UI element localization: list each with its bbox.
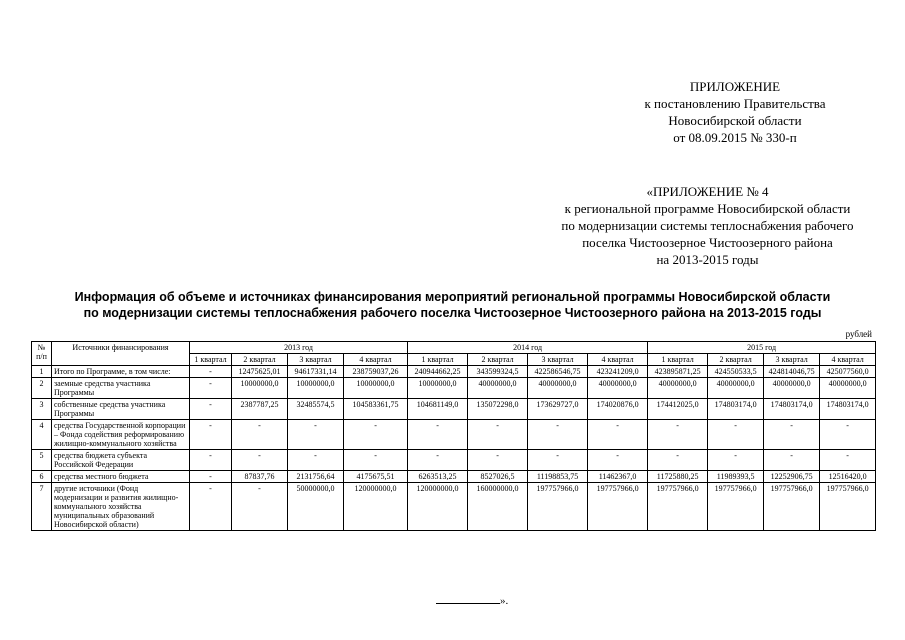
amount-cell: 11198853,75 — [528, 471, 588, 483]
amount-cell: 50000000,0 — [288, 483, 344, 531]
amount-cell: 11725880,25 — [648, 471, 708, 483]
column-header-quarter: 2 квартал — [232, 354, 288, 366]
amount-cell: 424550533,5 — [708, 366, 764, 378]
amount-cell: - — [408, 420, 468, 450]
amount-cell: 238759037,26 — [344, 366, 408, 378]
amount-cell: - — [190, 399, 232, 420]
amount-cell: 10000000,0 — [232, 378, 288, 399]
row-number-cell: 6 — [32, 471, 52, 483]
source-name-cell: средства местного бюджета — [52, 471, 190, 483]
row-number-cell: 5 — [32, 450, 52, 471]
row-number-cell: 7 — [32, 483, 52, 531]
source-name-cell: заемные средства участника Программы — [52, 378, 190, 399]
amount-cell: - — [820, 450, 876, 471]
column-header-quarter: 2 квартал — [708, 354, 764, 366]
document-title-line-2: по модернизации системы теплоснабжения рабочего поселка Чистоозерное Чистоозерного района на 2013-2015 годы — [83, 306, 822, 320]
amount-cell: - — [190, 450, 232, 471]
program-annex-line-5: на 2013-2015 годы — [656, 252, 759, 267]
column-header-quarter: 1 квартал — [190, 354, 232, 366]
amount-cell: 422586546,75 — [528, 366, 588, 378]
amount-cell: 197757966,0 — [708, 483, 764, 531]
decree-annex-line-4: от 08.09.2015 № 330-п — [673, 130, 797, 145]
closing-quote: ». — [500, 595, 509, 607]
amount-cell: 10000000,0 — [408, 378, 468, 399]
source-name-cell: другие источники (Фонд модернизации и развития жилищно-коммунального хозяйства муниципальных образований Новосибирской области) — [52, 483, 190, 531]
column-header-year-2013: 2013 год — [190, 342, 408, 354]
amount-cell: - — [190, 366, 232, 378]
amount-cell: 197757966,0 — [588, 483, 648, 531]
amount-cell: 240944662,25 — [408, 366, 468, 378]
amount-cell: 40000000,0 — [820, 378, 876, 399]
amount-cell: - — [764, 420, 820, 450]
amount-cell: 104681149,0 — [408, 399, 468, 420]
amount-cell: 197757966,0 — [528, 483, 588, 531]
source-name-cell: средства бюджета субъекта Российской Федерации — [52, 450, 190, 471]
amount-cell: - — [344, 450, 408, 471]
amount-cell: 6263513,25 — [408, 471, 468, 483]
table-row — [32, 420, 876, 450]
amount-cell: 87837,76 — [232, 471, 288, 483]
column-header-quarter: 2 квартал — [468, 354, 528, 366]
amount-cell: 40000000,0 — [764, 378, 820, 399]
column-header-quarter: 4 квартал — [820, 354, 876, 366]
amount-cell: 173629727,0 — [528, 399, 588, 420]
amount-cell: 10000000,0 — [288, 378, 344, 399]
decree-annex-line-3: Новосибирской области — [668, 113, 802, 128]
column-header-quarter: 4 квартал — [588, 354, 648, 366]
amount-cell: 40000000,0 — [588, 378, 648, 399]
table-row — [32, 366, 876, 378]
column-header-quarter: 3 квартал — [764, 354, 820, 366]
amount-cell: 160000000,0 — [468, 483, 528, 531]
amount-cell: - — [820, 420, 876, 450]
document-title — [20, 289, 885, 321]
amount-cell: 197757966,0 — [648, 483, 708, 531]
amount-cell: - — [190, 471, 232, 483]
amount-cell: 174803174,0 — [820, 399, 876, 420]
column-header-year-2014: 2014 год — [408, 342, 648, 354]
program-annex-line-2: к региональной программе Новосибирской области — [564, 201, 851, 216]
units-label: рублей — [845, 329, 872, 339]
amount-cell: - — [468, 420, 528, 450]
amount-cell: 32485574,5 — [288, 399, 344, 420]
amount-cell: - — [232, 450, 288, 471]
amount-cell: - — [528, 420, 588, 450]
amount-cell: - — [708, 420, 764, 450]
amount-cell: 197757966,0 — [764, 483, 820, 531]
signature-line — [436, 594, 500, 604]
amount-cell: 423241209,0 — [588, 366, 648, 378]
amount-cell: 4175675,51 — [344, 471, 408, 483]
column-header-year-2015: 2015 год — [648, 342, 876, 354]
amount-cell: 174412025,0 — [648, 399, 708, 420]
amount-cell: - — [468, 450, 528, 471]
table-row — [32, 378, 876, 399]
amount-cell: 40000000,0 — [468, 378, 528, 399]
amount-cell: - — [408, 450, 468, 471]
column-header-quarter: 3 квартал — [288, 354, 344, 366]
amount-cell: 104583361,75 — [344, 399, 408, 420]
amount-cell: 424814046,75 — [764, 366, 820, 378]
table-row — [32, 483, 876, 531]
amount-cell: 2387787,25 — [232, 399, 288, 420]
amount-cell: 12475625,01 — [232, 366, 288, 378]
source-name-cell: средства Государственной корпорации – Фонда содействия реформированию жилищно-коммунального хозяйства — [52, 420, 190, 450]
source-name-cell: собственные средства участника Программы — [52, 399, 190, 420]
amount-cell: - — [588, 450, 648, 471]
amount-cell: - — [190, 483, 232, 531]
amount-cell: 12252906,75 — [764, 471, 820, 483]
amount-cell: - — [648, 450, 708, 471]
column-header-number: № п/п — [32, 342, 52, 366]
row-number-cell: 4 — [32, 420, 52, 450]
amount-cell: - — [708, 450, 764, 471]
row-number-cell: 1 — [32, 366, 52, 378]
amount-cell: 40000000,0 — [528, 378, 588, 399]
column-header-quarter: 1 квартал — [648, 354, 708, 366]
document-title-line-1: Информация об объеме и источниках финансирования мероприятий региональной программы Новосибирской области — [74, 290, 831, 304]
amount-cell: - — [764, 450, 820, 471]
decree-annex-line-2: к постановлению Правительства — [644, 96, 826, 111]
amount-cell: 11989393,5 — [708, 471, 764, 483]
amount-cell: - — [288, 420, 344, 450]
amount-cell: 120000000,0 — [408, 483, 468, 531]
table-row — [32, 471, 876, 483]
amount-cell: 135072298,0 — [468, 399, 528, 420]
amount-cell: 343599324,5 — [468, 366, 528, 378]
amount-cell: - — [190, 378, 232, 399]
amount-cell: 8527026,5 — [468, 471, 528, 483]
financing-table — [31, 341, 876, 531]
amount-cell: 197757966,0 — [820, 483, 876, 531]
amount-cell: 423895871,25 — [648, 366, 708, 378]
program-annex-line-3: по модернизации системы теплоснабжения рабочего — [561, 218, 854, 233]
source-name-cell: Итого по Программе, в том числе: — [52, 366, 190, 378]
amount-cell: - — [648, 420, 708, 450]
amount-cell: 2131756,64 — [288, 471, 344, 483]
amount-cell: 120000000,0 — [344, 483, 408, 531]
closing-mark — [436, 594, 508, 607]
program-annex-line-4: поселка Чистоозерное Чистоозерного района — [582, 235, 833, 250]
column-header-quarter: 4 квартал — [344, 354, 408, 366]
amount-cell: 12516420,0 — [820, 471, 876, 483]
amount-cell: 94617331,14 — [288, 366, 344, 378]
table-header-row-years — [32, 342, 876, 354]
program-annex-header — [525, 183, 890, 268]
amount-cell: 10000000,0 — [344, 378, 408, 399]
column-header-source: Источники финансирования — [52, 342, 190, 366]
row-number-cell: 2 — [32, 378, 52, 399]
amount-cell: - — [232, 420, 288, 450]
decree-annex-line-1: ПРИЛОЖЕНИЕ — [689, 79, 781, 94]
table-row — [32, 450, 876, 471]
amount-cell: - — [288, 450, 344, 471]
table-row — [32, 399, 876, 420]
amount-cell: 174020876,0 — [588, 399, 648, 420]
amount-cell: 174803174,0 — [764, 399, 820, 420]
amount-cell: 425077560,0 — [820, 366, 876, 378]
column-header-quarter: 3 квартал — [528, 354, 588, 366]
decree-annex-header — [580, 78, 890, 146]
amount-cell: 40000000,0 — [648, 378, 708, 399]
amount-cell: - — [344, 420, 408, 450]
column-header-quarter: 1 квартал — [408, 354, 468, 366]
amount-cell: - — [190, 420, 232, 450]
program-annex-line-1: «ПРИЛОЖЕНИЕ № 4 — [646, 184, 769, 199]
amount-cell: 11462367,0 — [588, 471, 648, 483]
row-number-cell: 3 — [32, 399, 52, 420]
amount-cell: - — [588, 420, 648, 450]
amount-cell: 174803174,0 — [708, 399, 764, 420]
amount-cell: - — [528, 450, 588, 471]
amount-cell: - — [232, 483, 288, 531]
amount-cell: 40000000,0 — [708, 378, 764, 399]
